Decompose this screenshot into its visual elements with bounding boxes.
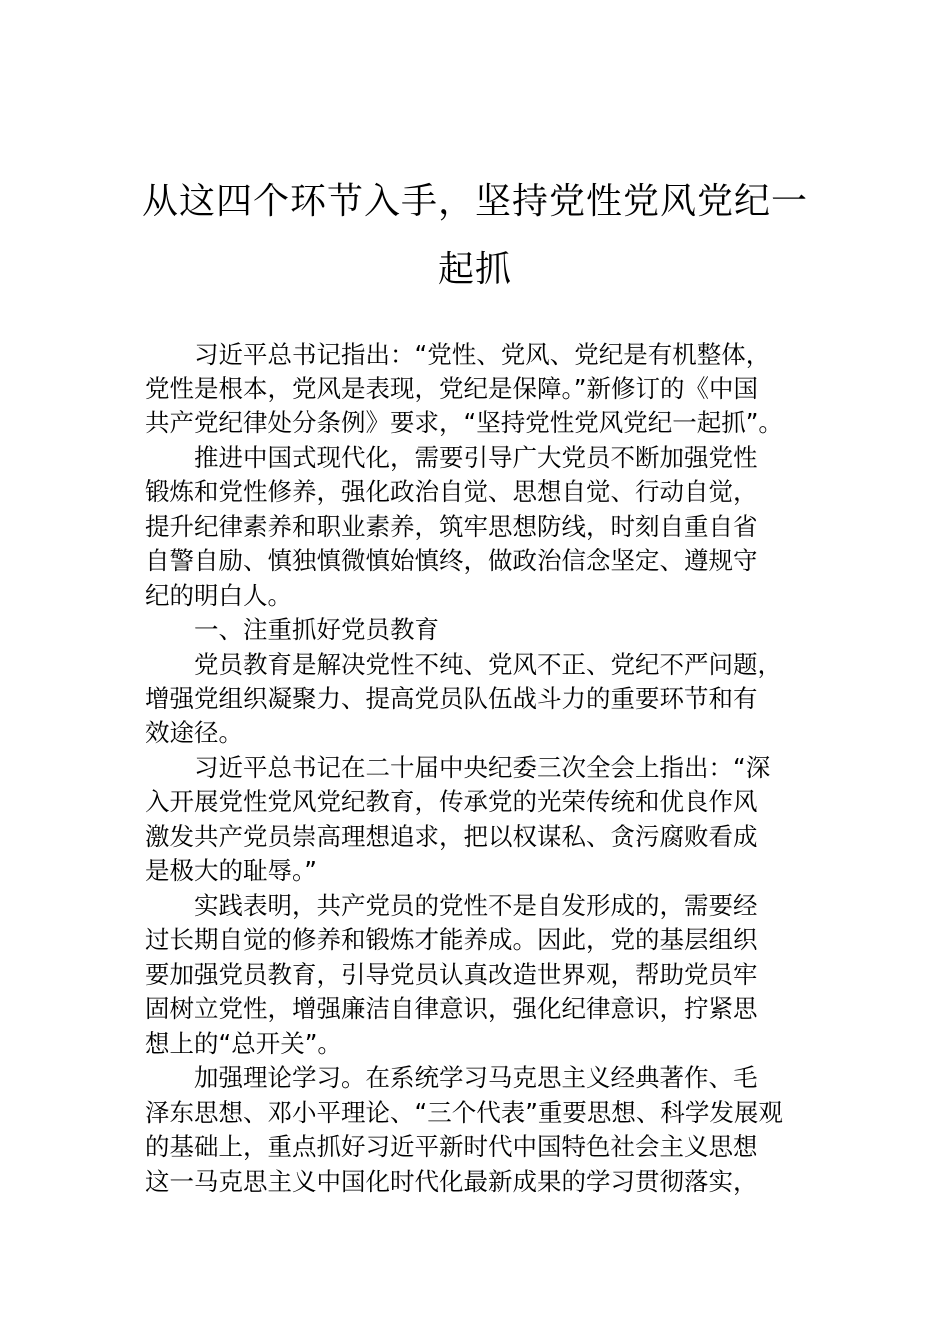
body-line: 入开展党性党风党纪教育，传承党的光荣传统和优良作风	[145, 787, 758, 816]
body-line: 要加强党员教育，引导党员认真改造世界观，帮助党员牢	[145, 960, 758, 989]
body-line: 过长期自觉的修养和锻炼才能养成。因此，党的基层组织	[145, 925, 758, 954]
body-line: 这一马克思主义中国化时代化最新成果的学习贯彻落实，	[145, 1167, 758, 1196]
document-title-line-1: 从这四个环节入手，坚持党性党风党纪一	[141, 181, 808, 222]
document-title-line-2: 起抓	[437, 249, 512, 290]
body-line: 锻炼和党性修养，强化政治自觉、思想自觉、行动自觉，	[145, 477, 758, 506]
body-line: 党员教育是解决党性不纯、党风不正、党纪不严问题，	[145, 650, 782, 679]
body-line: 加强理论学习。在系统学习马克思主义经典著作、毛	[145, 1063, 758, 1092]
section-heading: 一、注重抓好党员教育	[145, 615, 439, 644]
body-line: 效途径。	[145, 718, 243, 747]
body-line: 泽东思想、邓小平理论、“三个代表”重要思想、科学发展观	[145, 1098, 783, 1127]
body-line: 习近平总书记在二十届中央纪委三次全会上指出：“深	[145, 753, 771, 782]
body-line: 共产党纪律处分条例》要求，“坚持党性党风党纪一起抓”。	[145, 408, 783, 437]
body-line: 纪的明白人。	[145, 581, 292, 610]
body-line: 的基础上，重点抓好习近平新时代中国特色社会主义思想	[145, 1132, 758, 1161]
body-line: 固树立党性，增强廉洁自律意识，强化纪律意识，拧紧思	[145, 994, 758, 1023]
body-line: 激发共产党员崇高理想追求，把以权谋私、贪污腐败看成	[145, 822, 758, 851]
body-line: 增强党组织凝聚力、提高党员队伍战斗力的重要环节和有	[145, 684, 758, 713]
body-line: 习近平总书记指出：“党性、党风、党纪是有机整体，	[145, 340, 771, 369]
body-line: 想上的“总开关”。	[145, 1029, 342, 1058]
body-line: 实践表明，共产党员的党性不是自发形成的，需要经	[145, 891, 758, 920]
body-line: 推进中国式现代化，需要引导广大党员不断加强党性	[145, 443, 758, 472]
body-line: 自警自励、慎独慎微慎始慎终，做政治信念坚定、遵规守	[145, 546, 758, 575]
body-line: 党性是根本，党风是表现，党纪是保障。”新修订的《中国	[145, 374, 758, 403]
body-line: 是极大的耻辱。”	[145, 856, 317, 885]
body-line: 提升纪律素养和职业素养，筑牢思想防线，时刻自重自省	[145, 512, 758, 541]
